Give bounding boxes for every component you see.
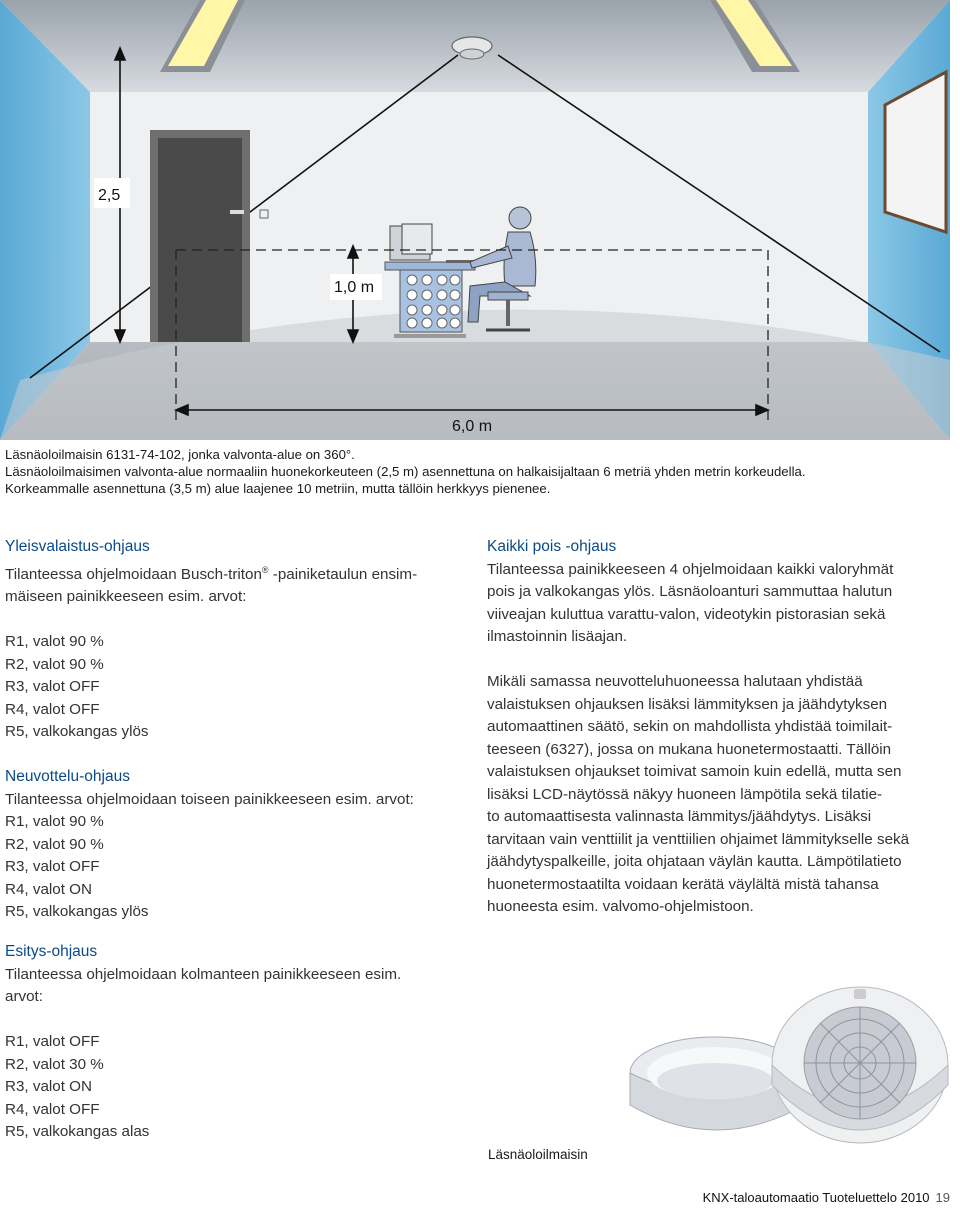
- paragraph-line: automaattinen säätö, sekin on mahdollista yhdistää toimilait-: [487, 718, 893, 735]
- caption-line: Läsnäoloilmaisimen valvonta-alue normaaliin huonekorkeuteen (2,5 m) asennettuna on halkaisijaltaan 6 metriä yhden metrin korkeudella.: [5, 464, 806, 479]
- list-item: R5, valkokangas ylös: [5, 723, 149, 741]
- room-illustration: [0, 0, 960, 442]
- paragraph-line: valaistuksen ohjauksen lisäksi lämmityksen ja jäähdytyksen: [487, 695, 888, 713]
- section-heading: Esitys-ohjaus: [5, 943, 98, 960]
- list-item: R2, valot 30 %: [5, 1055, 104, 1073]
- illustration-caption: [5, 446, 806, 497]
- list-item: R1, valot OFF: [5, 1033, 100, 1050]
- paragraph-line: pois ja valkokangas ylös. Läsnäoloanturi sammuttaa halutun: [487, 583, 893, 600]
- sensor-product-image: [620, 985, 955, 1160]
- page-number: 19: [935, 1190, 950, 1205]
- paragraph-line: Mikäli samassa neuvotteluhuoneessa halutaan yhdistää: [487, 673, 863, 690]
- list-item: R3, valot OFF: [5, 678, 100, 696]
- footer-title: KNX-taloautomaatio Tuoteluettelo 2010: [702, 1190, 930, 1205]
- paragraph-line: ilmastoinnin lisäajan.: [487, 628, 628, 645]
- paragraph-line: to automaattisesta valinnasta lämmitys/jäähdytys. Lisäksi: [487, 808, 872, 825]
- paragraph-line: huonetermostaatilta voidaan kerätä väylältä mistä tahansa: [487, 875, 879, 893]
- paragraph-line: jäähdytyspalkeille, joita ohjataan väylän kautta. Lämpötilatieto: [487, 853, 902, 870]
- list-item: R1, valot 90 %: [5, 813, 104, 831]
- paragraph-line: tarvitaan vain venttiilit ja venttiilien ohjaimet lämmitykselle sekä: [487, 830, 910, 848]
- paragraph-line: Tilanteessa painikkeeseen 4 ohjelmoidaan kaikki valoryhmät: [487, 560, 894, 578]
- desk-height-label: 1,0 m: [334, 279, 375, 296]
- list-item: R4, valot OFF: [5, 1100, 100, 1118]
- paragraph-line: Tilanteessa ohjelmoidaan Busch-triton® -painiketaulun ensim-: [5, 564, 418, 583]
- list-item: R5, valkokangas alas: [5, 1123, 150, 1140]
- list-item: R2, valot 90 %: [5, 835, 104, 853]
- paragraph-line: huoneesta esim. valvomo-ohjelmistoon.: [487, 898, 754, 915]
- bottom-left-column: [5, 941, 445, 1144]
- list-item: R2, valot 90 %: [5, 655, 104, 673]
- caption-line: Läsnäoloilmaisin 6131-74-102, jonka valvonta-alue on 360°.: [5, 447, 355, 462]
- paragraph-line: valaistuksen ohjaukset toimivat samoin kuin edellä, mutta sen: [487, 763, 902, 780]
- paragraph-line: lisäksi LCD-näytössä näkyy huoneen lämpötila sekä tilatie-: [487, 785, 883, 803]
- width-label: 6,0 m: [452, 418, 493, 435]
- ceiling-height-label: 2,5: [98, 187, 121, 204]
- section-heading: Kaikki pois -ohjaus: [487, 538, 617, 555]
- list-item: R4, valot ON: [5, 880, 92, 898]
- sensor-caption: Läsnäoloilmaisin: [488, 1147, 588, 1162]
- paragraph-line: Tilanteessa ohjelmoidaan toiseen painikkeeseen esim. arvot:: [5, 790, 414, 808]
- list-item: R4, valot OFF: [5, 700, 100, 718]
- section-heading: Yleisvalaistus-ohjaus: [5, 538, 150, 555]
- page-footer: [703, 1190, 950, 1205]
- list-item: R3, valot OFF: [5, 858, 100, 876]
- paragraph-line: mäiseen painikkeeseen esim. arvot:: [5, 588, 247, 606]
- paragraph-line: Tilanteessa ohjelmoidaan kolmanteen painikkeeseen esim.: [5, 965, 402, 983]
- left-column: [5, 536, 445, 924]
- list-item: R1, valot 90 %: [5, 633, 104, 651]
- paragraph-line: teeseen (6327), jossa on mukana huonetermostaatti. Tällöin: [487, 740, 892, 758]
- right-column: [487, 536, 952, 919]
- caption-line: Korkeammalle asennettuna (3,5 m) alue laajenee 10 metriin, mutta tällöin herkkyys pienenee.: [5, 481, 551, 496]
- paragraph-line: arvot:: [5, 988, 43, 1005]
- list-item: R3, valot ON: [5, 1078, 92, 1095]
- list-item: R5, valkokangas ylös: [5, 903, 149, 921]
- paragraph-line: viiveajan kuluttua varattu-valon, videotykin pistorasian sekä: [487, 605, 886, 623]
- section-heading: Neuvottelu-ohjaus: [5, 768, 130, 786]
